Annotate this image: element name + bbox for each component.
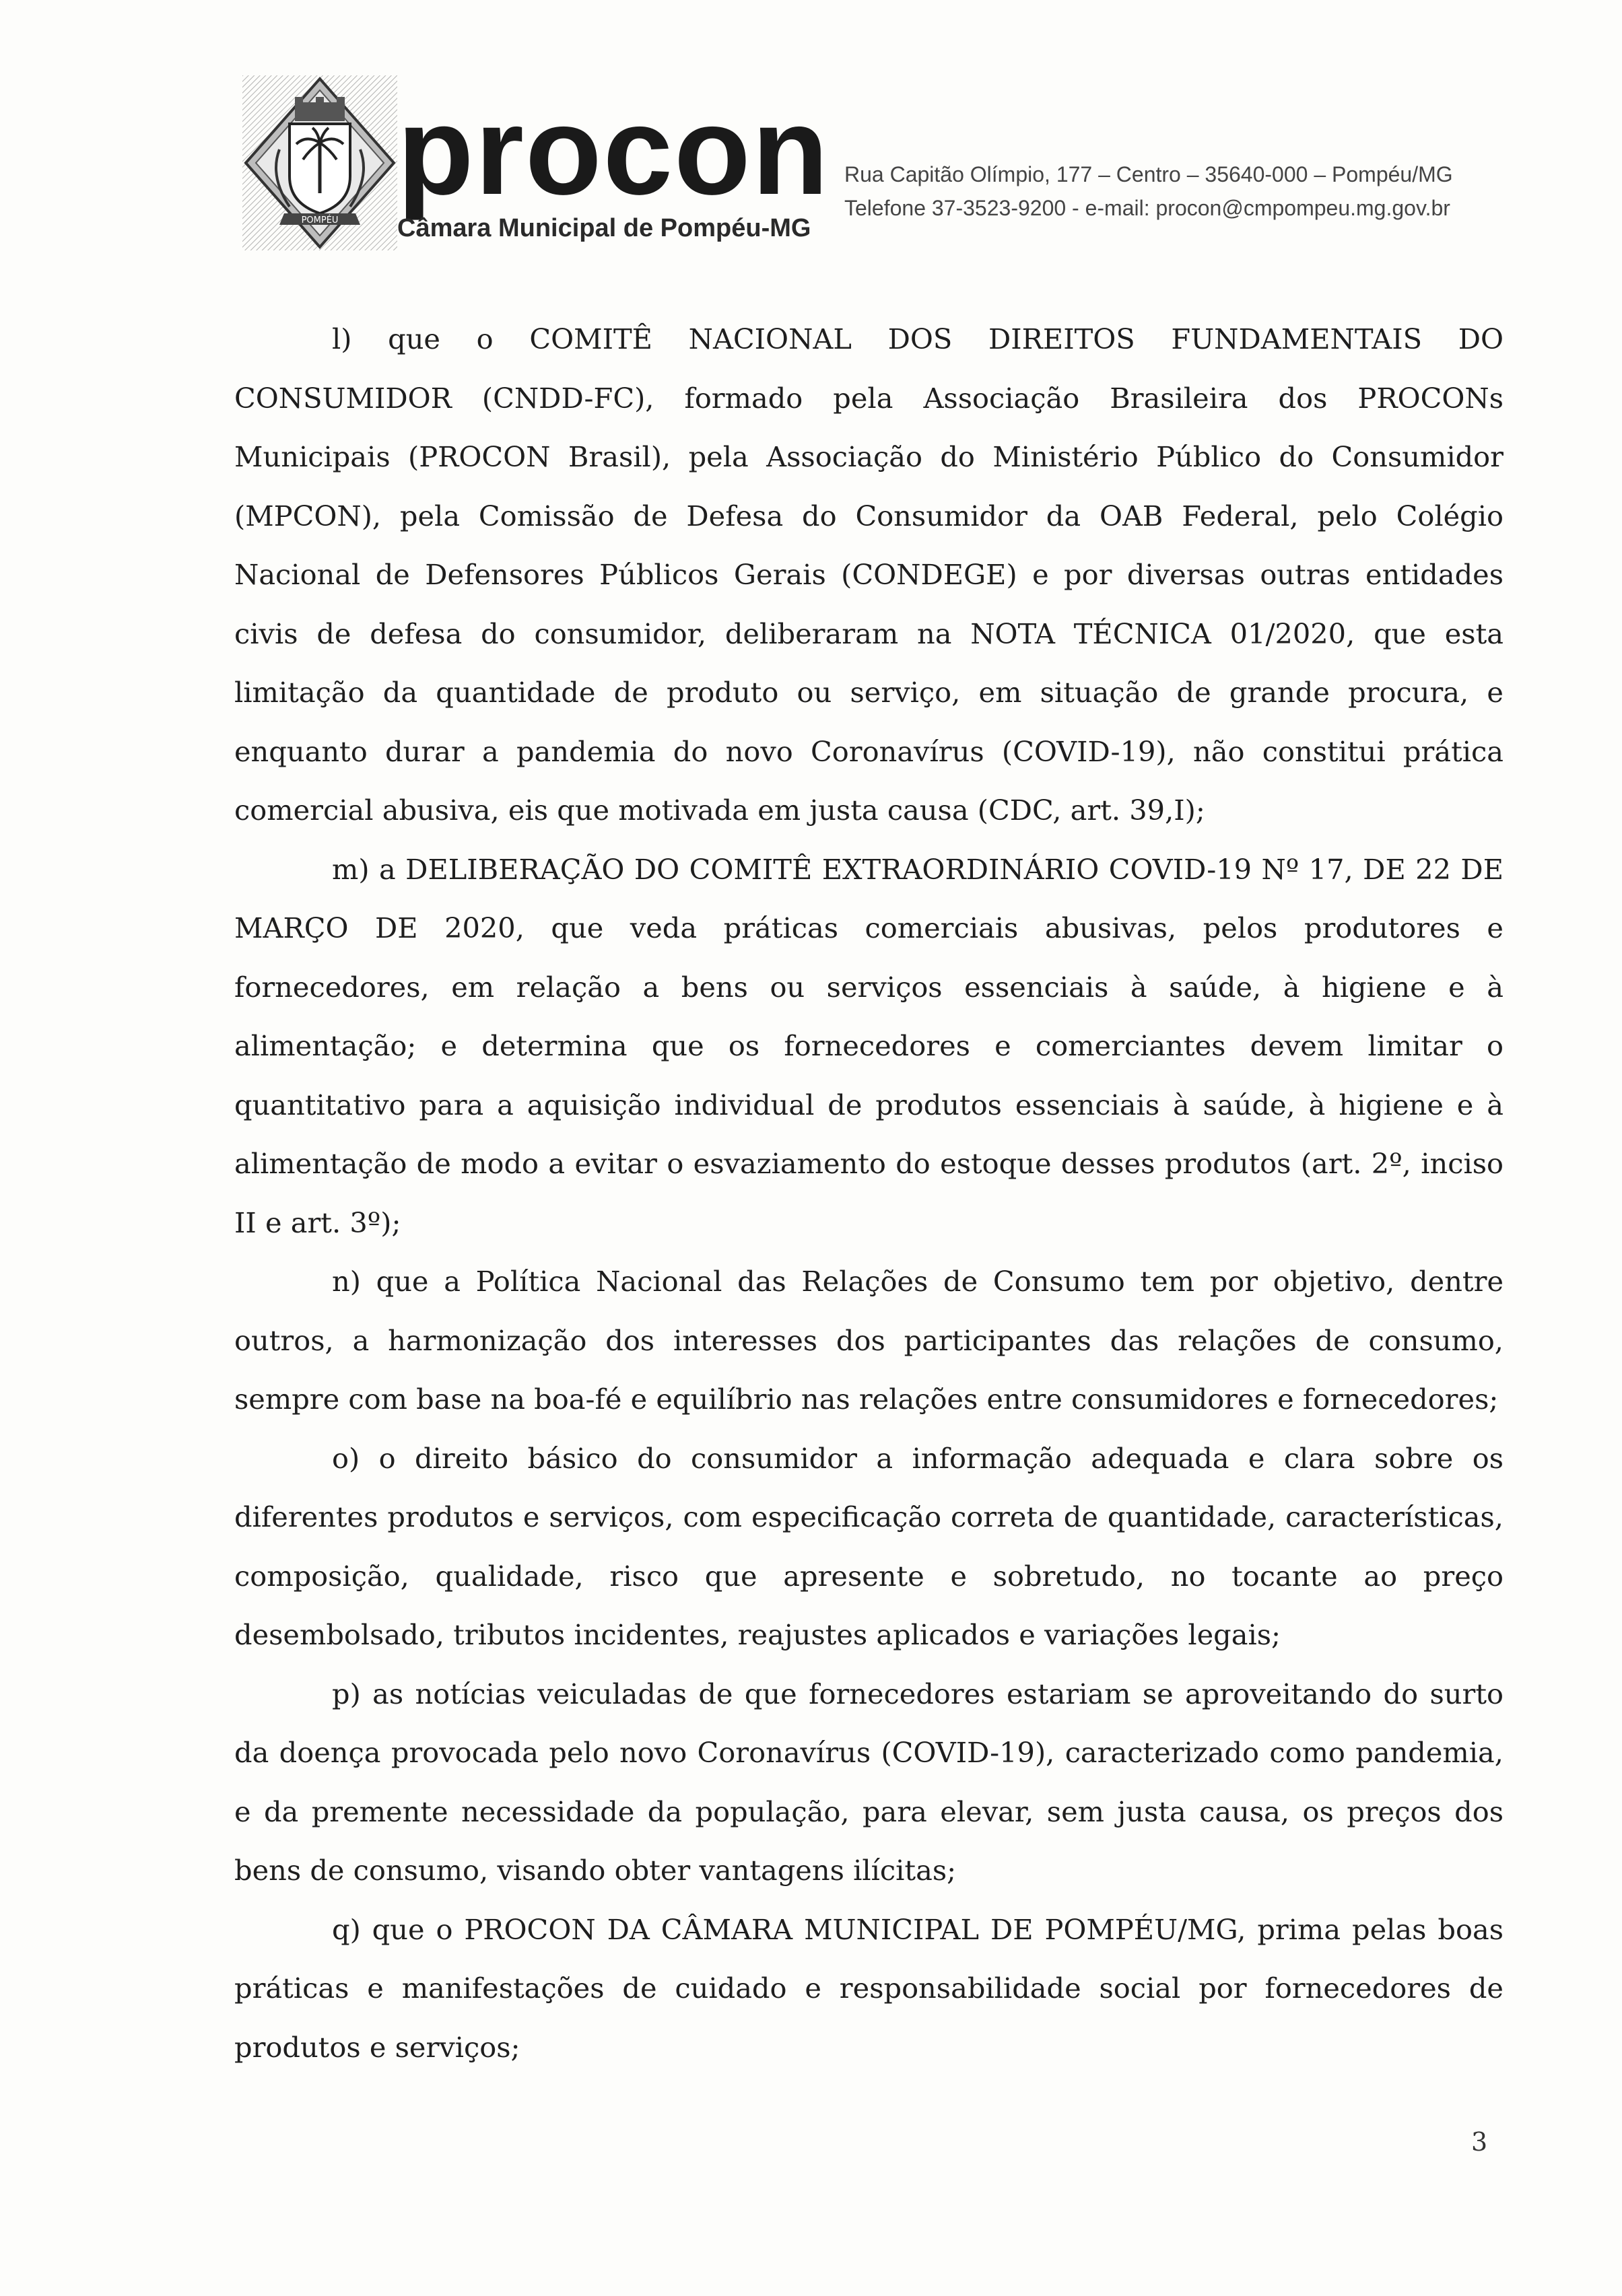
contact-info — [844, 158, 1518, 225]
contact-line: Telefone 37-3523-9200 - e-mail: procon@cmpompeu.mg.gov.br — [844, 196, 1450, 220]
brand-block — [397, 81, 830, 243]
brand-name: procon — [397, 81, 830, 221]
paragraph-q: q) que o PROCON DA CÂMARA MUNICIPAL DE POMPÉU/MG, prima pelas boas práticas e manifestações de cuidado e responsabilidade social por fornecedores de produtos e serviços; — [234, 1912, 1503, 2064]
paragraph-n: n) que a Política Nacional das Relações de Consumo tem por objetivo, dentre outros, a harmonização dos interesses dos participantes das relações de consumo, sempre com base na boa-fé e equilíbrio nas relações entre consumidores e fornecedores; — [234, 1265, 1503, 1416]
page-number: 3 — [1471, 2127, 1488, 2157]
address-line: Rua Capitão Olímpio, 177 – Centro – 35640-000 – Pompéu/MG — [844, 162, 1453, 186]
brand-subtitle: Câmara Municipal de Pompéu-MG — [397, 214, 811, 242]
paragraph-m: m) a DELIBERAÇÃO DO COMITÊ EXTRAORDINÁRIO COVID-19 Nº 17, DE 22 DE MARÇO DE 2020, que veda práticas comerciais abusivas, pelos produtores e fornecedores, em relação a bens ou serviços essenciais à saúde, à higiene e à alimentação; e determina que os fornecedores e comerciantes devem limitar o quantitativo para a aquisição individual de produtos essenciais à saúde, à higiene e à alimentação de modo a evitar o esvaziamento do estoque desses produtos (art. 2º, inciso II e art. 3º); — [234, 852, 1503, 1239]
paragraph-l: l) que o COMITÊ NACIONAL DOS DIREITOS FUNDAMENTAIS DO CONSUMIDOR (CNDD-FC), formado pela Associação Brasileira dos PROCONs Municipais (PROCON Brasil), pela Associação do Ministério Público do Consumidor (MPCON), pela Comissão de Defesa do Consumidor da OAB Federal, pelo Colégio Nacional de Defensores Públicos Gerais (CONDEGE) e por diversas outras entidades civis de defesa do consumidor, deliberaram na NOTA TÉCNICA 01/2020, que esta limitação da quantidade de produto ou serviço, em situação de grande procura, e enquanto durar a pandemia do novo Coronavírus (COVID-19), não constitui prática comercial abusiva, eis que motivada em justa causa (CDC, art. 39,I); — [234, 322, 1503, 827]
paragraph-p: p) as notícias veiculadas de que fornecedores estariam se aproveitando do surto da doença provocada pelo novo Coronavírus (COVID-19), caracterizado como pandemia, e da premente necessidade da população, para elevar, sem justa causa, os preços dos bens de consumo, visando obter vantagens ilícitas; — [234, 1677, 1503, 1887]
emblem-ribbon-text: POMPÉU — [301, 215, 339, 225]
document-body — [234, 310, 1503, 2077]
municipal-coat-of-arms-emblem — [242, 75, 397, 250]
paragraph-o: o) o direito básico do consumidor a informação adequada e clara sobre os diferentes produtos e serviços, com especificação correta de quantidade, características, composição, qualidade, risco que apresente e sobretudo, no tocante ao preço desembolsado, tributos incidentes, reajustes aplicados e variações legais; — [234, 1441, 1503, 1651]
